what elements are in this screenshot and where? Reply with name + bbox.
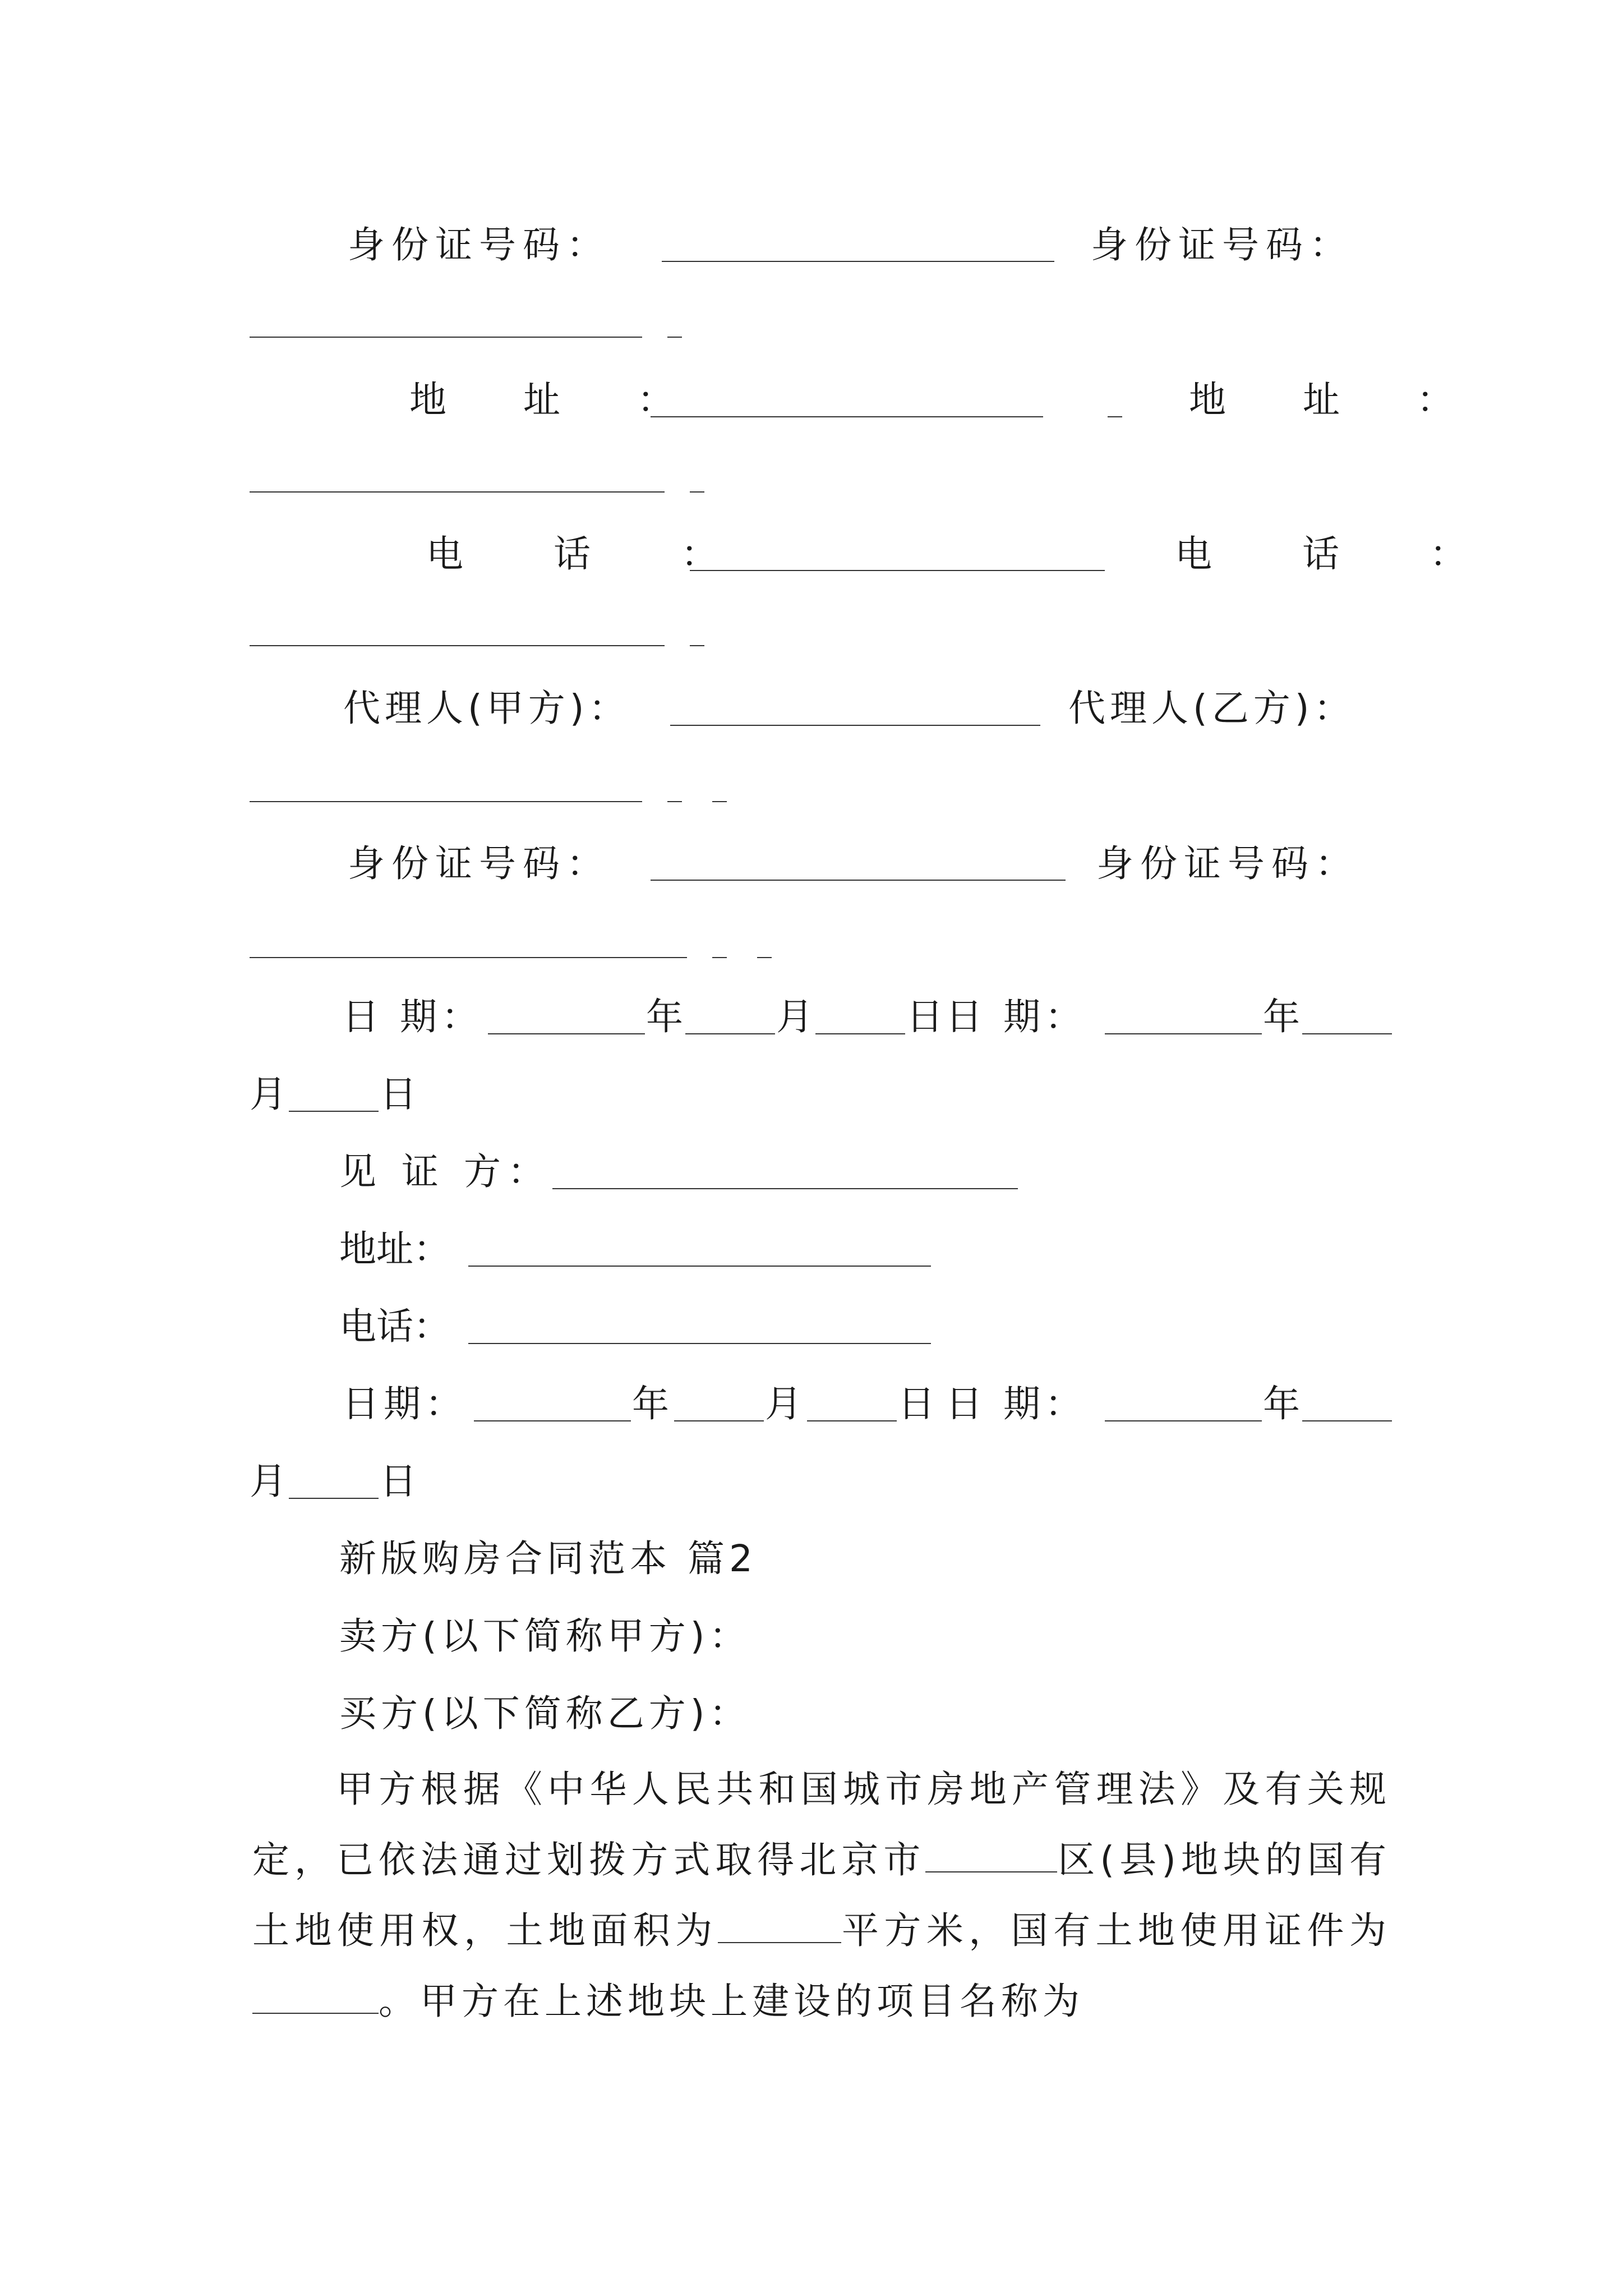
dash bbox=[667, 801, 682, 802]
dash bbox=[1108, 416, 1122, 417]
date-year: 年 bbox=[646, 995, 683, 1038]
date2-day: 日 bbox=[898, 1382, 935, 1425]
date2-month: 月 bbox=[765, 1382, 802, 1425]
party-b-id-blank bbox=[250, 337, 642, 338]
buyer-line: 买方(以下简称乙方)： bbox=[339, 1692, 751, 1735]
agent-a-blank bbox=[670, 725, 1040, 726]
dash bbox=[690, 491, 704, 493]
witness-address-label: 地址： bbox=[339, 1227, 450, 1271]
date2-year: 年 bbox=[632, 1382, 669, 1425]
witness-address-blank bbox=[468, 1266, 931, 1267]
para-text-3: 平方米，国有土地使用证件为 bbox=[841, 1909, 1391, 1952]
date-label-b: 日 期： bbox=[946, 995, 1086, 1038]
party-a-id-blank bbox=[662, 261, 1054, 262]
date-label-a: 日 期： bbox=[342, 995, 483, 1038]
section-heading: 新版购房合同范本 篇2 bbox=[339, 1537, 757, 1580]
date-month-blank-b bbox=[1302, 1033, 1392, 1034]
date-year-blank bbox=[488, 1033, 645, 1034]
date2-year-blank bbox=[474, 1420, 631, 1421]
agent-a-id-blank bbox=[651, 880, 1066, 881]
date2-month-blank-b bbox=[1302, 1420, 1392, 1421]
witness-phone-blank bbox=[468, 1343, 931, 1344]
date-month-blank bbox=[685, 1033, 775, 1034]
date-day-blank-b bbox=[289, 1111, 379, 1112]
seller-line: 卖方(以下简称甲方)： bbox=[339, 1614, 751, 1658]
party-b-id-label: 身份证号码： bbox=[1091, 223, 1353, 266]
agent-a-label: 代理人(甲方)： bbox=[343, 687, 630, 730]
witness-blank bbox=[552, 1188, 1018, 1189]
date-month-b: 月 bbox=[250, 1073, 287, 1116]
party-a-phone-blank bbox=[690, 570, 1105, 571]
date2-year-b: 年 bbox=[1263, 1382, 1300, 1425]
date2-label-a: 日期： bbox=[342, 1382, 467, 1425]
party-b-phone-label: 电 话 ： bbox=[1175, 532, 1506, 576]
dash bbox=[712, 801, 727, 802]
para-text-1: 甲方根据《中华人民共和国城市房地产管理法》及有关规定，已依法通过划拨方式取得北京市 bbox=[252, 1768, 1391, 1881]
date-day-blank bbox=[815, 1033, 905, 1034]
party-b-address-blank bbox=[250, 491, 665, 493]
date2-day-blank bbox=[807, 1420, 897, 1421]
dash bbox=[757, 957, 772, 958]
date2-label-b: 日 期： bbox=[946, 1382, 1086, 1425]
date-year-b: 年 bbox=[1263, 995, 1300, 1038]
district-blank bbox=[925, 1838, 1057, 1872]
dash bbox=[712, 957, 727, 958]
dash bbox=[690, 645, 704, 646]
agent-b-blank bbox=[250, 801, 642, 802]
agent-b-id-blank bbox=[250, 957, 687, 958]
land-paragraph bbox=[252, 1754, 1391, 2037]
witness-phone-label: 电话： bbox=[339, 1305, 450, 1348]
date2-month-b: 月 bbox=[250, 1460, 287, 1503]
party-a-phone-label: 电 话 ： bbox=[426, 532, 757, 576]
agent-b-id-label: 身份证号码： bbox=[1096, 842, 1359, 885]
date-day-b: 日 bbox=[380, 1073, 417, 1116]
date-year-blank-b bbox=[1105, 1033, 1262, 1034]
party-a-id-label: 身份证号码： bbox=[348, 223, 610, 266]
date2-month-blank bbox=[674, 1420, 764, 1421]
para-text-4: 。甲方在上述地块上建设的项目名称为 bbox=[379, 1980, 1084, 2023]
party-b-address-label: 地 址 ： bbox=[1189, 378, 1486, 421]
witness-label: 见 证 方： bbox=[339, 1150, 551, 1193]
area-blank bbox=[718, 1908, 841, 1943]
party-b-phone-blank bbox=[250, 645, 665, 646]
party-a-address-label: 地 址 ： bbox=[409, 378, 707, 421]
date2-day-b: 日 bbox=[380, 1460, 417, 1503]
party-a-address-blank bbox=[651, 416, 1043, 417]
para-text-2: 区(县)地块的国有土地使用权，土地面积为 bbox=[252, 1838, 1391, 1952]
date-day: 日 bbox=[906, 995, 943, 1038]
date2-year-blank-b bbox=[1105, 1420, 1262, 1421]
agent-b-label: 代理人(乙方)： bbox=[1068, 687, 1355, 730]
date2-day-blank-b bbox=[289, 1498, 379, 1499]
date-month: 月 bbox=[776, 995, 813, 1038]
agent-a-id-label: 身份证号码： bbox=[348, 842, 610, 885]
certificate-blank bbox=[252, 1979, 379, 2014]
dash bbox=[667, 337, 682, 338]
